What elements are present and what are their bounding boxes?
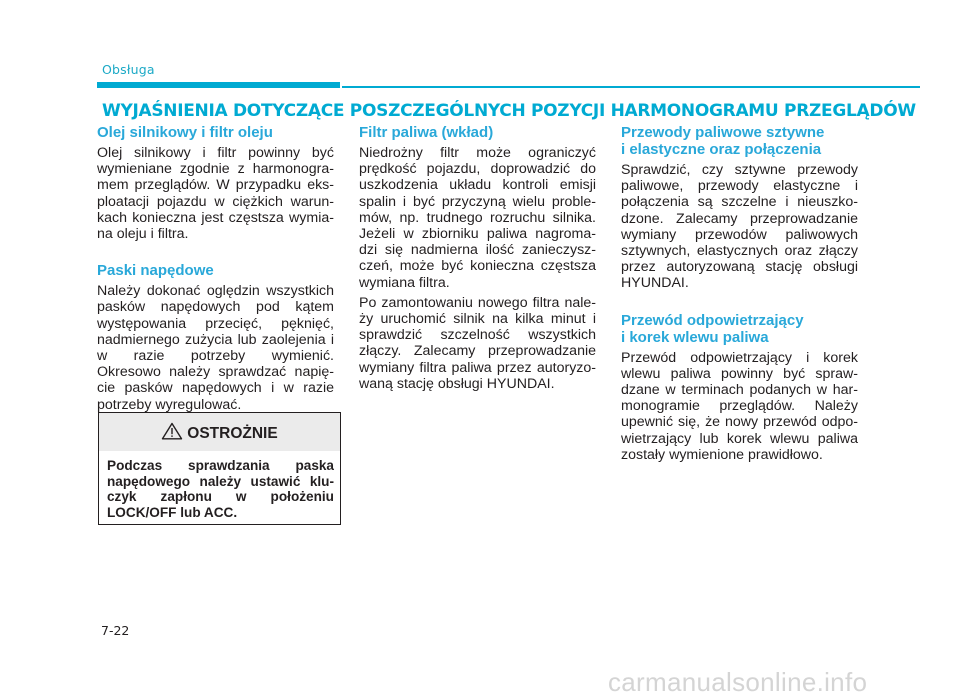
heading-engine-oil: Olej silnikowy i filtr oleju — [97, 124, 273, 141]
heading-fuel-lines — [621, 124, 858, 158]
paragraph-drive-belts: Należy dokonać oględzin wszystkich pasków napędowych pod kątem występowania przecięć, pęknięć, nadmiernego zużycia lub zaolejenia i w razie potrzeby wymienić. Okresowo należy sprawdzać napię-cie pasków napędowych i w razie potrzeby wyregulować. — [97, 283, 334, 413]
page-number: 7-22 — [101, 623, 130, 638]
heading-fuel-filter: Filtr paliwa (wkład) — [359, 124, 494, 141]
caution-title: OSTROŻNIE — [187, 425, 278, 442]
heading-vapor-hose — [621, 312, 858, 346]
heading-fuel-lines-line1: Przewody paliwowe sztywne — [621, 124, 825, 141]
paragraph-fuel-filter-1: Niedrożny filtr może ograniczyć prędkość pojazdu, doprowadzić do uszkodzenia układu kontroli emisji spalin i być przyczyną wielu proble-mów, np. trudnego rozruchu silnika. Jeżeli w zbiorniku paliwa nagroma-dzi się nadmierna ilość zanieczysz-czeń, może być konieczna częstsza wymiana filtra. — [359, 145, 596, 291]
paragraph-fuel-lines: Sprawdzić, czy sztywne przewody paliwowe, przewody elastyczne i połączenia są szczelne i nieuszko-dzone. Zalecamy przeprowadzanie wymiany przewodów paliwowych sztywnych, elastycznych oraz złączy przez autoryzowaną stację obsługi HYUNDAI. — [621, 162, 858, 292]
paragraph-engine-oil: Olej silnikowy i filtr powinny być wymieniane zgodnie z harmonogra-mem przeglądów. W przypadku eks-ploatacji pojazdu w ciężkich warun-kach konieczna jest częstsza wymia-na oleju i filtra. — [97, 145, 334, 243]
paragraph-fuel-filter-2: Po zamontowaniu nowego filtra nale-ży uruchomić silnik na kilka minut i sprawdzić szczelność wszystkich złączy. Zalecamy przeprowadzanie wymiany filtra paliwa przez autoryzo-waną stację obsługi HYUNDAI. — [359, 294, 596, 392]
section-label: Obsługa — [102, 62, 155, 77]
column-3 — [621, 124, 858, 467]
watermark: carmanualsonline.info — [608, 667, 868, 697]
caution-header — [99, 413, 340, 451]
heading-vapor-hose-line1: Przewód odpowietrzający — [621, 311, 804, 329]
heading-fuel-lines-line2: i elastyczne oraz połączenia — [621, 141, 822, 158]
column-2 — [359, 124, 596, 396]
caution-text: Podczas sprawdzania paska napędowego należy ustawić klu-czyk zapłonu w położeniu LOCK/OFF lub ACC. — [107, 458, 334, 520]
header-rule-thin — [342, 86, 920, 88]
column-1 — [97, 124, 334, 417]
caution-box — [98, 412, 341, 525]
warning-triangle-icon — [161, 422, 183, 440]
heading-drive-belts: Paski napędowe — [97, 262, 214, 280]
page-title: WYJAŚNIENIA DOTYCZĄCE POSZCZEGÓLNYCH POZYCJI HARMONOGRAMU PRZEGLĄDÓW — [102, 101, 916, 121]
header-rule-thick — [97, 82, 340, 88]
heading-vapor-hose-line2: i korek wlewu paliwa — [621, 328, 769, 346]
paragraph-vapor-hose: Przewód odpowietrzający i korek wlewu paliwa powinny być spraw-dzane w terminach podanych w har-monogramie przeglądów. Należy upewnić się, że nowy przewód odpo-wietrzający lub korek wlewu paliwa zostały wymienione prawidłowo. — [621, 349, 858, 463]
